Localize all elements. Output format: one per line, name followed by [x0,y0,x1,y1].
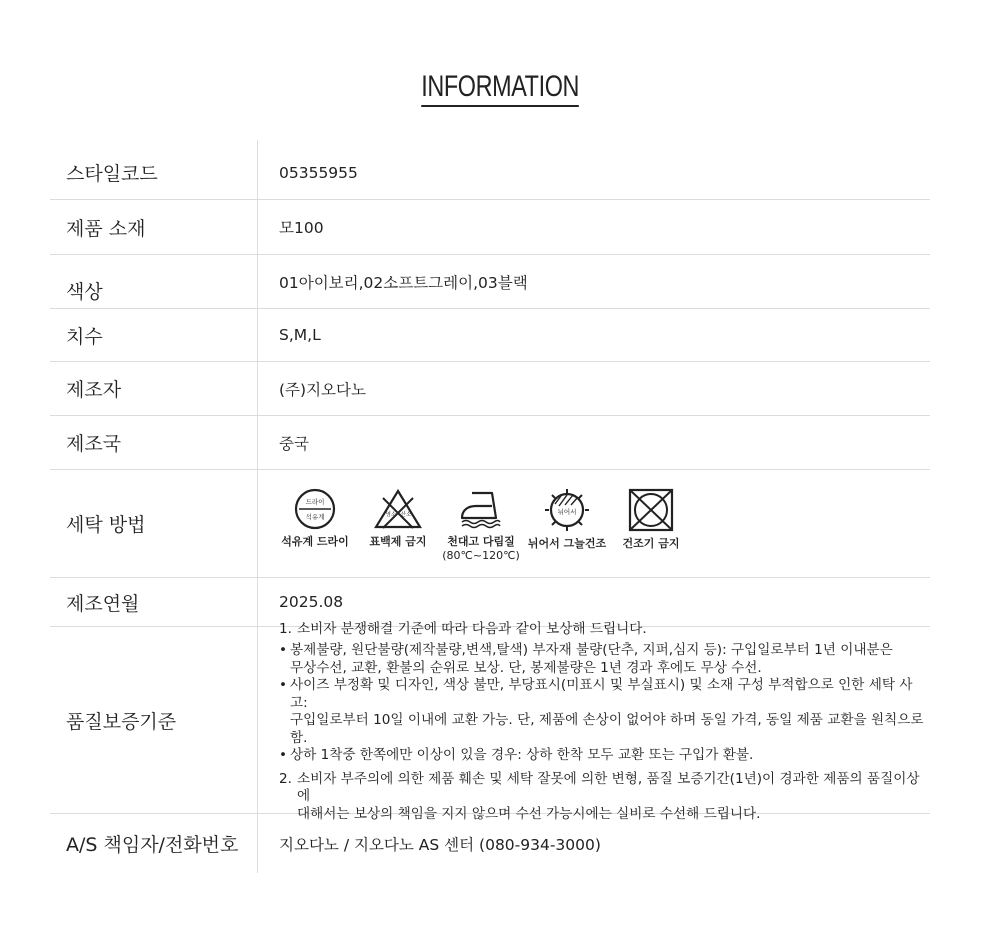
row-value: 2025.08 [279,593,344,611]
row-label: 세탁 방법 [50,470,258,577]
bullet-line: 사이즈 부정확 및 디자인, 색상 불만, 부당표시(미표시 및 부실표시) 및 소재 구성 부적합으로 인한 세탁 사고: [290,677,913,711]
laundry-temp: (80℃~120℃) [442,549,520,562]
table-row-style-code [50,140,930,200]
icon-text-left: 염소 [385,512,397,518]
shade-dry-icon [543,488,591,532]
row-value: 05355955 [279,163,358,182]
laundry-icons [258,470,930,577]
icon-text-bottom: 석유계 [305,513,325,521]
list-item [279,677,930,747]
table-row-as-contact [50,814,930,873]
item-line: 대해서는 보상의 책임을 지지 않으며 수선 가능시에는 실비로 수선해 드립니다. [297,805,761,822]
row-label: 제품 소재 [50,200,258,254]
product-info-table [50,140,930,873]
laundry-caption: 석유계 드라이 [281,535,349,548]
page-title-wrap [0,70,1000,107]
row-label: 색상 [50,255,258,308]
item-number: 1. [279,620,292,637]
iron-cloth-icon [458,488,504,530]
row-value: 01아이보리,02소프트그레이,03블랙 [279,274,528,292]
table-row-manufacturer [50,362,930,416]
row-label: 치수 [50,309,258,361]
laundry-item-dry-clean [279,488,351,549]
laundry-caption: 표백제 금지 [369,535,427,548]
bullet: • [279,642,288,659]
table-row-size [50,309,930,362]
bullet-line: 봉제불량, 원단불량(제작불량,변색,탈색) 부자재 불량(단추, 지퍼,심지 등): 구입일로부터 1년 이내분은 [290,642,893,659]
row-value: 모100 [279,219,324,237]
row-label: 품질보증기준 [50,627,258,813]
bullet-line: 상하 1착중 한쪽에만 이상이 있을 경우: 상하 한착 모두 교환 또는 구입가 환불. [290,747,754,764]
row-value: (주)지오다노 [279,380,366,399]
row-label: 제조국 [50,416,258,469]
laundry-caption: 건조기 금지 [622,537,680,550]
item-line: 소비자 부주의에 의한 제품 훼손 및 세탁 잘못에 의한 변형, 품질 보증기간(1년)이 경과한 제품의 품질이상에 [297,770,920,805]
icon-text-top: 뉘어서 [557,508,577,516]
laundry-caption: 천대고 다림질 [447,535,515,548]
page-title: INFORMATION [421,70,579,107]
row-value: 지오다노 / 지오다노 AS 센터 (080-934-3000) [279,835,601,854]
laundry-item-no-bleach [365,488,431,549]
item-number: 2. [279,770,292,787]
table-row-material [50,200,930,255]
table-row-country [50,416,930,470]
list-item [279,642,930,677]
list-item [279,747,930,765]
bullet: • [279,747,288,764]
bullet-line: 구입일로부터 10일 이내에 교환 가능. 단, 제품에 손상이 없어야 하며 동일 가격, 동일 제품 교환을 원칙으로 함. [290,712,924,746]
icon-text-top: 드라이 [305,498,325,506]
laundry-caption: 뉘어서 그늘건조 [527,537,607,550]
petroleum-dry-clean-icon [293,488,337,530]
row-label: 제조자 [50,362,258,415]
laundry-item-iron [443,488,519,562]
quality-item-1 [279,621,930,639]
laundry-item-no-tumble-dry [619,488,683,551]
icon-text-right: 산소 [400,512,412,518]
table-row-quality-guarantee [50,620,930,822]
no-bleach-icon [373,488,423,530]
row-label: A/S 책임자/전화번호 [50,814,258,873]
quality-bullets [279,642,930,765]
laundry-item-shade-dry [527,488,607,551]
item-text: 소비자 분쟁해결 기준에 따라 다음과 같이 보상해 드립니다. [297,620,647,637]
row-value: S,M,L [279,326,321,344]
bullet: • [279,677,288,694]
no-tumble-dry-icon [628,488,674,532]
table-row-color [50,255,930,309]
row-value: 중국 [279,434,309,453]
row-label: 제조연월 [50,578,258,626]
quality-content [258,620,930,822]
table-row-laundry [50,470,930,578]
bullet-line: 무상수선, 교환, 환불의 순위로 보상. 단, 봉제불량은 1년 경과 후에도 무상 수선. [290,659,762,676]
row-label: 스타일코드 [50,140,258,199]
